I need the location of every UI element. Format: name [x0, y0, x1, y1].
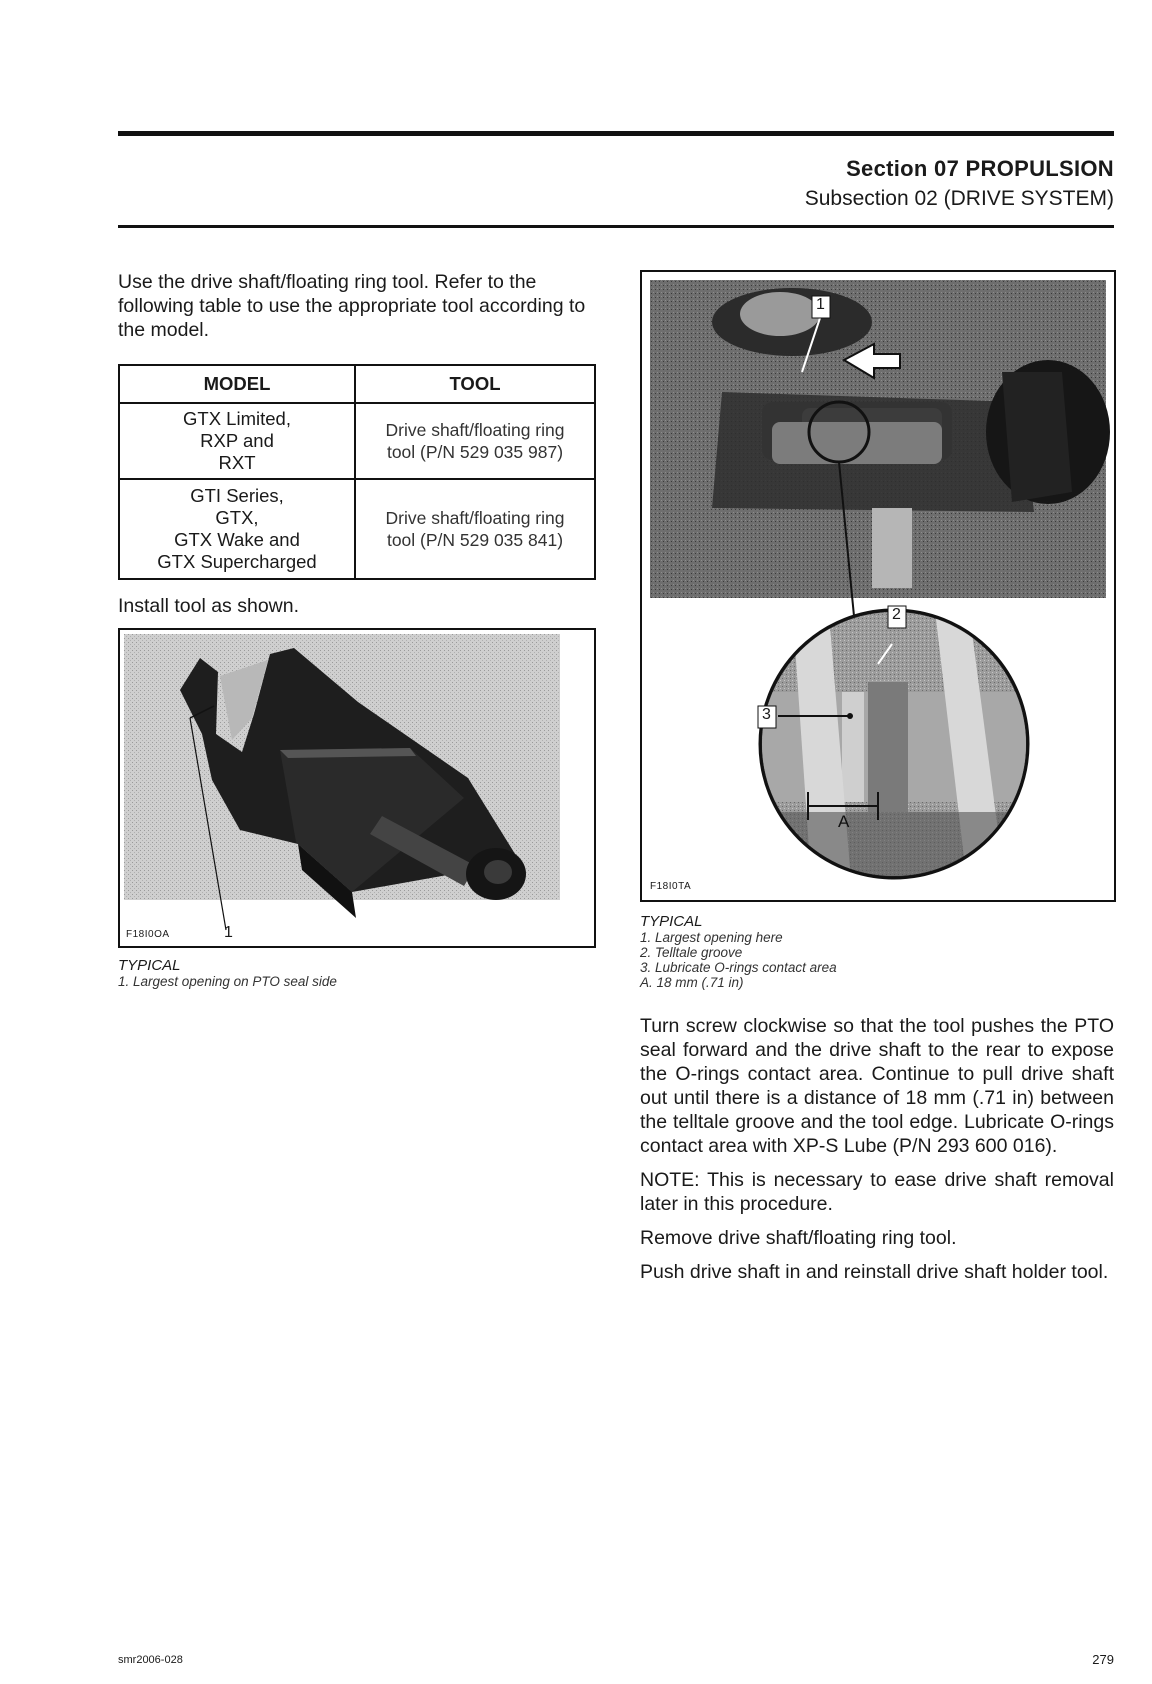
- figure-code: F18I0TA: [650, 881, 692, 892]
- model-line: GTX Limited,: [183, 408, 291, 429]
- model-line: GTX,: [215, 507, 259, 528]
- tool-line: Drive shaft/floating ring: [385, 420, 565, 440]
- model-cell: [119, 403, 355, 479]
- caption-item: 2. Telltale groove: [640, 945, 743, 960]
- figure-code: F18I0OA: [126, 929, 170, 940]
- caption-item: A. 18 mm (.71 in): [640, 975, 744, 990]
- callout-3: 3: [762, 706, 771, 723]
- header-bottom-rule: [118, 225, 1114, 228]
- remove-tool-paragraph: Remove drive shaft/floating ring tool.: [640, 1227, 957, 1249]
- left-figure-caption: [118, 958, 596, 989]
- tool-line: tool (P/N 529 035 841): [386, 530, 564, 550]
- install-instruction: Install tool as shown.: [118, 595, 300, 617]
- section-title: Section 07 PROPULSION: [846, 156, 1114, 181]
- left-column: [118, 270, 596, 989]
- intro-paragraph: Use the drive shaft/floating ring tool. Refer to the following table to use the appropriate tool according to the model.: [118, 271, 586, 341]
- callout-1: 1: [224, 924, 233, 941]
- subsection-title: Subsection 02 (DRIVE SYSTEM): [804, 187, 1114, 210]
- callout-2: 2: [892, 606, 901, 623]
- caption-title: TYPICAL: [640, 913, 703, 930]
- tool-cell: [355, 403, 595, 479]
- caption-item: 1. Largest opening on PTO seal side: [118, 974, 337, 989]
- right-column: [640, 270, 1114, 1294]
- procedure-paragraph: Turn screw clockwise so that the tool pushes the PTO seal forward and the drive shaft to the rear to expose the O-rings contact area. Continue to pull drive shaft out until there is a distance of 18 mm (.71 in) between the telltale groove and the tool edge. Lubricate O-rings contact area with XP-S Lube (P/N 293 600 016).: [640, 1015, 1114, 1157]
- model-line: GTX Wake and: [174, 529, 300, 550]
- header-top-rule: [118, 131, 1114, 136]
- caption-item: 1. Largest opening here: [640, 930, 783, 945]
- tool-line: tool (P/N 529 035 987): [386, 442, 564, 462]
- table-row: [119, 403, 595, 479]
- model-line: GTX Supercharged: [157, 551, 317, 572]
- document-code: smr2006-028: [118, 1654, 183, 1666]
- caption-title: TYPICAL: [118, 957, 181, 974]
- shaft-photo: [642, 272, 1114, 900]
- right-figure-caption: [640, 914, 1114, 990]
- model-cell: [119, 479, 355, 579]
- header-model: MODEL: [119, 365, 355, 403]
- reinstall-paragraph: Push drive shaft in and reinstall drive shaft holder tool.: [640, 1261, 1109, 1283]
- tool-cell: [355, 479, 595, 579]
- tool-table: [118, 364, 596, 580]
- tool-line: Drive shaft/floating ring: [385, 508, 565, 528]
- tool-photo: [120, 630, 594, 946]
- page-number: 279: [1092, 1652, 1114, 1667]
- tool-figure: [118, 628, 596, 948]
- model-line: RXP and: [200, 430, 274, 451]
- callout-A: A: [838, 812, 850, 831]
- page-header: [805, 154, 1114, 214]
- shaft-figure: [640, 270, 1116, 902]
- callout-1: 1: [816, 296, 825, 313]
- table-header-row: [119, 365, 595, 403]
- header-tool: TOOL: [355, 365, 595, 403]
- model-line: GTI Series,: [190, 485, 284, 506]
- model-line: RXT: [218, 452, 256, 473]
- caption-item: 3. Lubricate O-rings contact area: [640, 960, 837, 975]
- right-body-text: [640, 1014, 1114, 1284]
- note-label: NOTE:: [640, 1169, 700, 1191]
- table-row: [119, 479, 595, 579]
- note-paragraph: [640, 1168, 1114, 1216]
- note-text: This is necessary to ease drive shaft removal later in this procedure.: [640, 1169, 1114, 1215]
